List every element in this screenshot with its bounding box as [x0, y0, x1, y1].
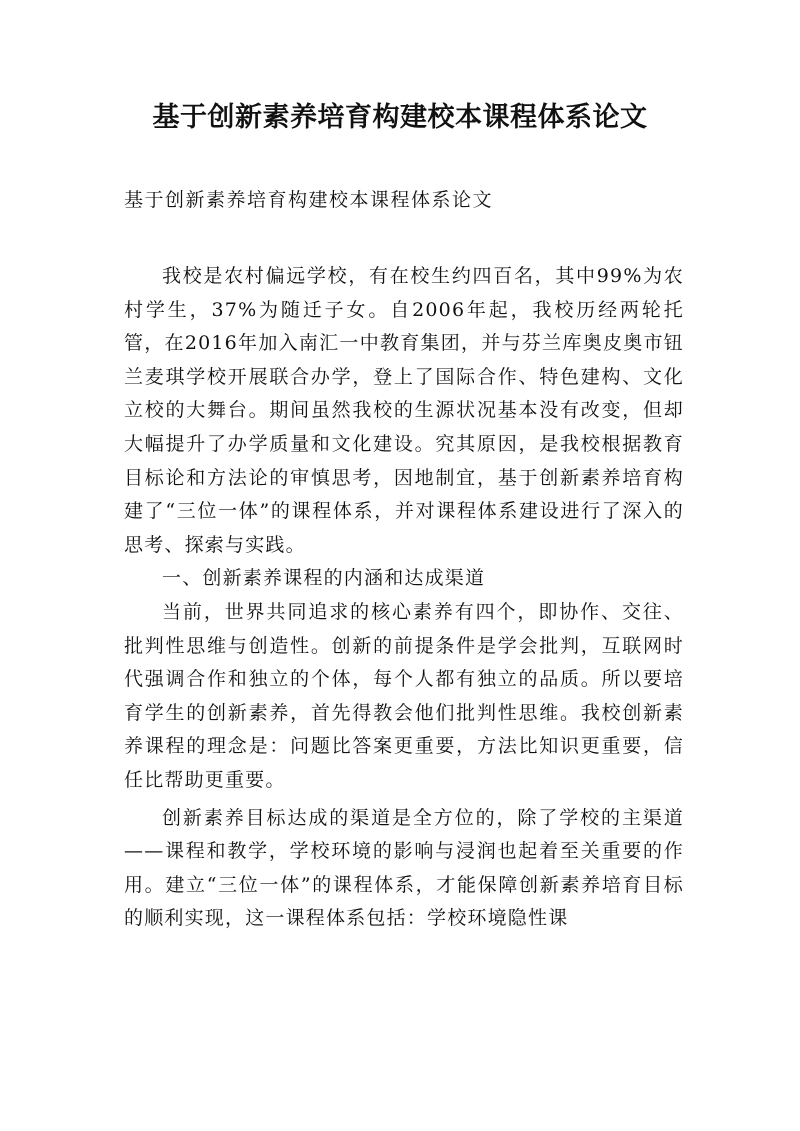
paragraph-intro: 我校是农村偏远学校，有在校生约四百名，其中99%为农村学生，37%为随迁子女。自2006年起，我校历经两轮托管，在2016年加入南汇一中教育集团，并与芬兰库奥皮奥市钮兰麦琪学校开展联合办学，登上了国际合作、特色建构、文化立校的大舞台。期间虽然我校的生源状况基本没有改变，但却大幅提升了办学质量和文化建设。究其原因，是我校根据教育目标论和方法论的审慎思考，因地制宜，基于创新素养培育构建了“三位一体”的课程体系，并对课程体系建设进行了深入的思考、探索与实践。 — [124, 265, 684, 556]
paragraph-core-literacy: 当前，世界共同追求的核心素养有四个，即协作、交往、批判性思维与创造性。创新的前提条件是学会批判，互联网时代强调合作和独立的个体，每个人都有独立的品质。所以要培育学生的创新素养，首先得教会他们批判性思维。我校创新素养课程的理念是：问题比答案更重要，方法比知识更重要，信任比帮助更重要。 — [124, 600, 684, 791]
document-body — [124, 260, 684, 936]
paragraph-channels: 创新素养目标达成的渠道是全方位的，除了学校的主渠道——课程和教学，学校环境的影响与浸润也起着至关重要的作用。建立“三位一体”的课程体系，才能保障创新素养培育目标的顺利实现，这一课程体系包括：学校环境隐性课 — [124, 806, 684, 930]
document-title: 基于创新素养培育构建校本课程体系论文 — [152, 102, 648, 133]
document-subtitle: 基于创新素养培育构建校本课程体系论文 — [124, 189, 494, 211]
section-heading-1: 一、创新素养课程的内涵和达成渠道 — [162, 567, 486, 590]
